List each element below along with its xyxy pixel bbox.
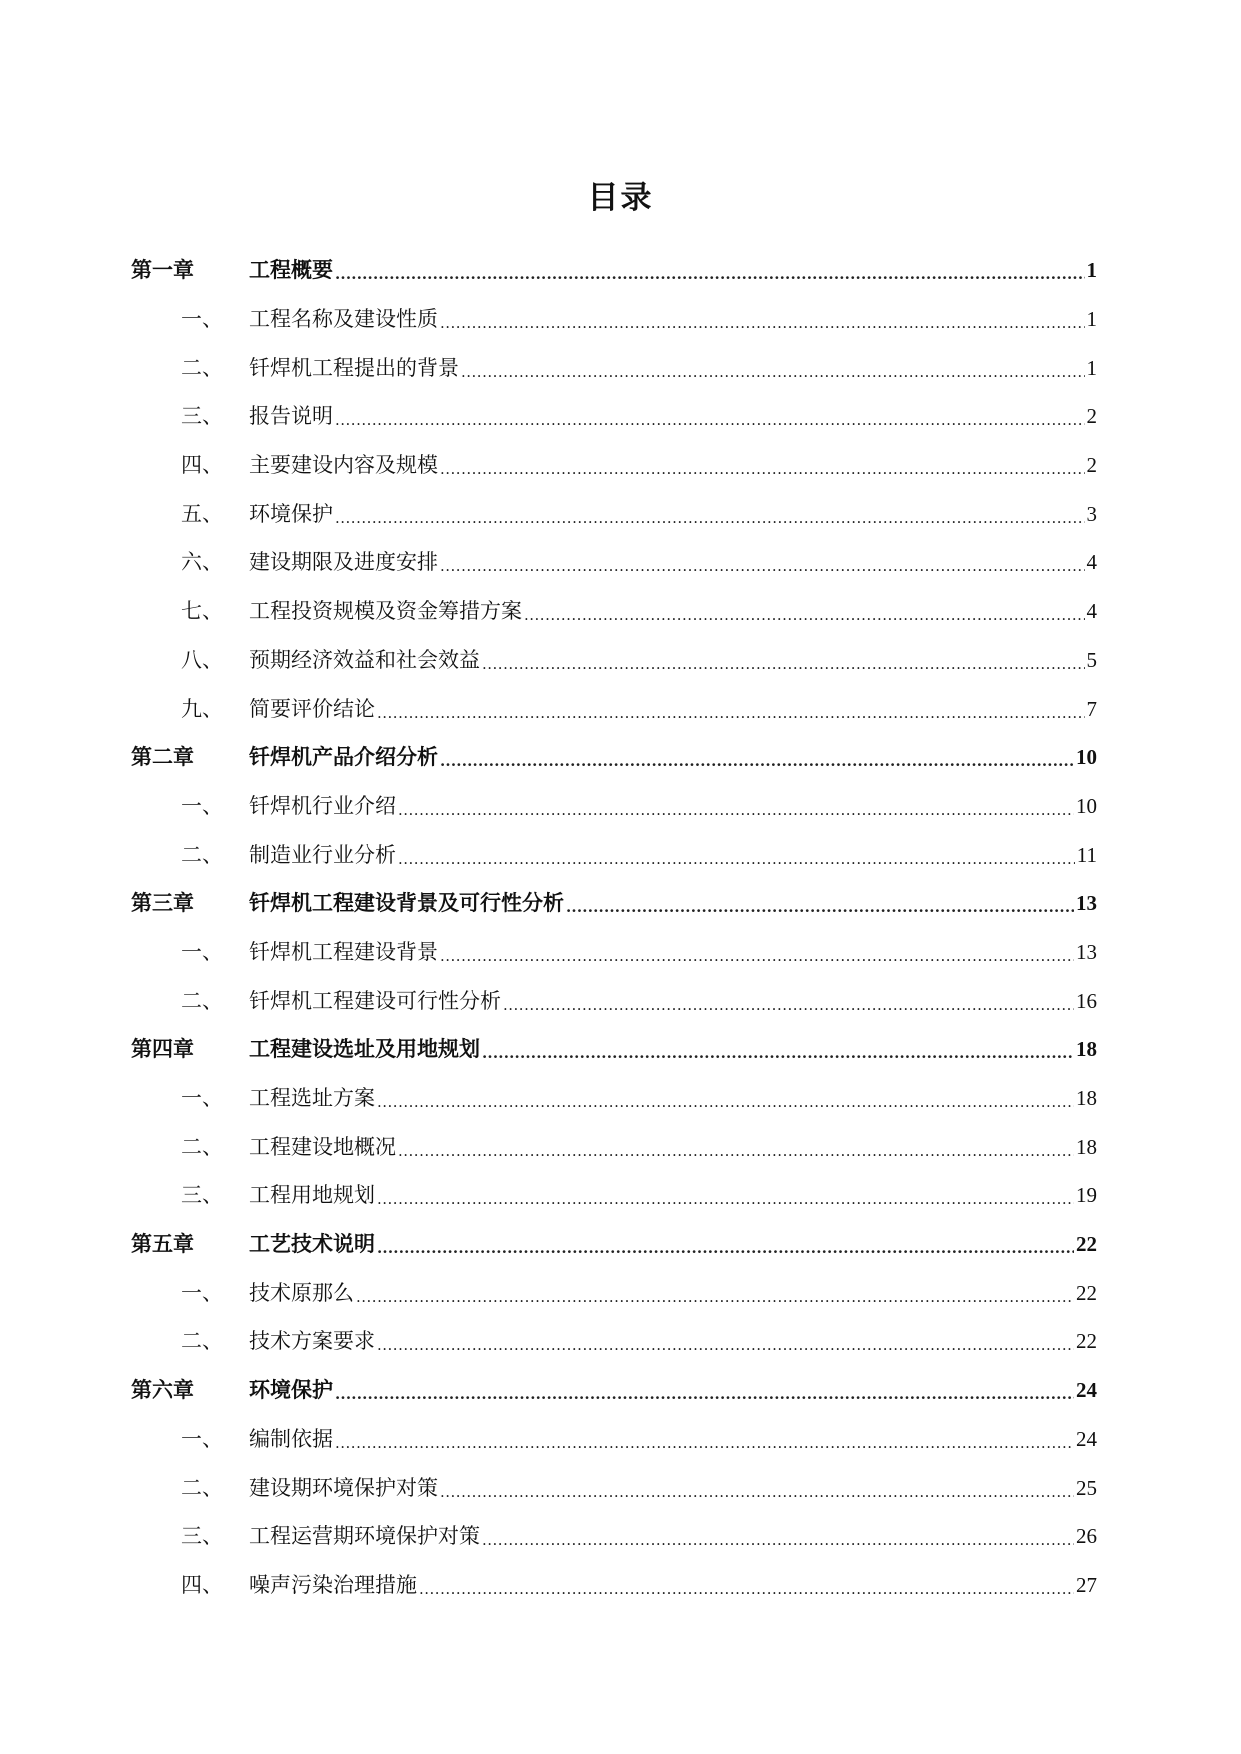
toc-entry-number: 二、 [181, 355, 223, 380]
toc-entry-number: 第五章 [131, 1231, 194, 1257]
toc-entry-number: 九、 [181, 696, 223, 721]
dot-leader [398, 791, 1074, 821]
toc-chapter-entry[interactable] [131, 1025, 1097, 1074]
toc-entry-title: 环境保护 [249, 501, 333, 526]
toc-chapter-entry[interactable] [131, 1366, 1097, 1415]
toc-entry-number: 三、 [181, 1183, 223, 1208]
dot-leader [566, 888, 1074, 918]
toc-page-number: 3 [1086, 501, 1097, 526]
toc-entry-title: 钎焊机工程建设背景及可行性分析 [249, 890, 564, 916]
toc-entry-title: 工程建设地概况 [249, 1134, 396, 1159]
toc-entry-number: 四、 [181, 453, 223, 478]
toc-page-number: 26 [1076, 1524, 1097, 1549]
dot-leader [335, 401, 1085, 431]
toc-page-number: 24 [1076, 1426, 1097, 1451]
dot-leader [524, 596, 1085, 626]
toc-page-number: 25 [1076, 1475, 1097, 1500]
toc-page-number: 1 [1086, 258, 1097, 283]
toc-entry-number: 一、 [181, 939, 223, 964]
toc-page-number: 22 [1076, 1232, 1097, 1257]
toc-entry-title: 环境保护 [249, 1377, 333, 1403]
toc-page-number: 27 [1076, 1572, 1097, 1597]
toc-entry-number: 第二章 [131, 744, 194, 770]
dot-leader [398, 840, 1075, 870]
toc-entry-number: 六、 [181, 550, 223, 575]
toc-section-entry[interactable] [131, 1171, 1097, 1220]
toc-page-number: 19 [1076, 1183, 1097, 1208]
toc-entry-number: 二、 [181, 1329, 223, 1354]
dot-leader [482, 645, 1085, 675]
toc-entry-title: 工程用地规划 [249, 1183, 375, 1208]
toc-page-number: 22 [1076, 1280, 1097, 1305]
toc-entry-number: 四、 [181, 1572, 223, 1597]
toc-chapter-entry[interactable] [131, 1220, 1097, 1269]
toc-page-number: 2 [1086, 453, 1097, 478]
toc-chapter-entry[interactable] [131, 879, 1097, 928]
toc-entry-title: 钎焊机产品介绍分析 [249, 744, 438, 770]
dot-leader [440, 1473, 1074, 1503]
toc-page-number: 13 [1076, 891, 1097, 916]
toc-page-number: 18 [1076, 1037, 1097, 1062]
toc-entry-title: 预期经济效益和社会效益 [249, 647, 480, 672]
toc-section-entry[interactable] [131, 684, 1097, 733]
dot-leader [440, 547, 1085, 577]
toc-entry-number: 第四章 [131, 1036, 194, 1062]
dot-leader [377, 694, 1085, 724]
toc-entry-title: 工程建设选址及用地规划 [249, 1036, 480, 1062]
toc-section-entry[interactable] [131, 587, 1097, 636]
toc-section-entry[interactable] [131, 1415, 1097, 1464]
toc-entry-title: 技术方案要求 [249, 1329, 375, 1354]
dot-leader [440, 742, 1074, 772]
toc-section-entry[interactable] [131, 1317, 1097, 1366]
toc-section-entry[interactable] [131, 538, 1097, 587]
toc-entry-number: 一、 [181, 307, 223, 332]
toc-entry-title: 建设期环境保护对策 [249, 1475, 438, 1500]
toc-section-entry[interactable] [131, 928, 1097, 977]
dot-leader [356, 1278, 1074, 1308]
toc-page-number: 7 [1086, 696, 1097, 721]
toc-page-number: 10 [1076, 745, 1097, 770]
toc-entry-title: 建设期限及进度安排 [249, 550, 438, 575]
toc-entry-title: 编制依据 [249, 1426, 333, 1451]
dot-leader [335, 499, 1085, 529]
toc-entry-number: 第六章 [131, 1377, 194, 1403]
toc-entry-title: 钎焊机工程提出的背景 [249, 355, 459, 380]
toc-page-number: 4 [1086, 599, 1097, 624]
toc-entry-title: 制造业行业分析 [249, 842, 396, 867]
toc-page-number: 11 [1076, 842, 1097, 867]
toc-entry-number: 二、 [181, 1475, 223, 1500]
toc-section-entry[interactable] [131, 392, 1097, 441]
toc-section-entry[interactable] [131, 976, 1097, 1025]
toc-section-entry[interactable] [131, 782, 1097, 831]
toc-section-entry[interactable] [131, 1074, 1097, 1123]
dot-leader [440, 304, 1085, 334]
toc-page-number: 1 [1086, 307, 1097, 332]
toc-entry-number: 一、 [181, 1086, 223, 1111]
toc-chapter-entry[interactable] [131, 246, 1097, 295]
toc-entry-number: 一、 [181, 1280, 223, 1305]
table-of-contents [131, 246, 1097, 1609]
toc-page-number: 16 [1076, 988, 1097, 1013]
toc-page-number: 5 [1086, 647, 1097, 672]
dot-leader [482, 1521, 1074, 1551]
dot-leader [503, 986, 1074, 1016]
dot-leader [335, 255, 1085, 285]
toc-entry-number: 七、 [181, 599, 223, 624]
toc-entry-number: 二、 [181, 1134, 223, 1159]
dot-leader [461, 353, 1085, 383]
toc-entry-number: 三、 [181, 1524, 223, 1549]
toc-section-entry[interactable] [131, 1512, 1097, 1561]
toc-entry-number: 五、 [181, 501, 223, 526]
toc-entry-number: 第三章 [131, 890, 194, 916]
toc-entry-title: 工程名称及建设性质 [249, 307, 438, 332]
toc-entry-title: 钎焊机行业介绍 [249, 793, 396, 818]
toc-page-number: 18 [1076, 1134, 1097, 1159]
dot-leader [335, 1375, 1074, 1405]
toc-entry-title: 工艺技术说明 [249, 1231, 375, 1257]
dot-leader [440, 450, 1085, 480]
toc-entry-number: 二、 [181, 988, 223, 1013]
toc-page-number: 4 [1086, 550, 1097, 575]
dot-leader [335, 1424, 1074, 1454]
toc-section-entry[interactable] [131, 1463, 1097, 1512]
toc-entry-number: 一、 [181, 1426, 223, 1451]
toc-page-number: 18 [1076, 1086, 1097, 1111]
toc-section-entry[interactable] [131, 489, 1097, 538]
toc-entry-title: 工程投资规模及资金筹措方案 [249, 599, 522, 624]
dot-leader [440, 937, 1074, 967]
dot-leader [482, 1034, 1074, 1064]
toc-entry-number: 三、 [181, 404, 223, 429]
toc-entry-title: 报告说明 [249, 404, 333, 429]
toc-section-entry[interactable] [131, 441, 1097, 490]
toc-title: 目录 [587, 180, 654, 216]
toc-entry-title: 钎焊机工程建设可行性分析 [249, 988, 501, 1013]
toc-section-entry[interactable] [131, 1122, 1097, 1171]
toc-page-number: 24 [1076, 1378, 1097, 1403]
toc-entry-title: 工程运营期环境保护对策 [249, 1524, 480, 1549]
toc-entry-title: 工程选址方案 [249, 1086, 375, 1111]
toc-section-entry[interactable] [131, 295, 1097, 344]
toc-entry-number: 一、 [181, 793, 223, 818]
toc-entry-title: 钎焊机工程建设背景 [249, 939, 438, 964]
dot-leader [419, 1570, 1074, 1600]
toc-section-entry[interactable] [131, 830, 1097, 879]
dot-leader [398, 1132, 1074, 1162]
toc-section-entry[interactable] [131, 1268, 1097, 1317]
toc-entry-number: 八、 [181, 647, 223, 672]
toc-entry-title: 技术原那么 [249, 1280, 354, 1305]
toc-entry-title: 工程概要 [249, 257, 333, 283]
toc-page-number: 13 [1076, 939, 1097, 964]
dot-leader [377, 1180, 1074, 1210]
dot-leader [377, 1083, 1074, 1113]
toc-entry-title: 简要评价结论 [249, 696, 375, 721]
toc-page-number: 22 [1076, 1329, 1097, 1354]
toc-page-number: 2 [1086, 404, 1097, 429]
toc-section-entry[interactable] [131, 1561, 1097, 1610]
toc-section-entry[interactable] [131, 636, 1097, 685]
toc-entry-number: 第一章 [131, 257, 194, 283]
toc-entry-title: 噪声污染治理措施 [249, 1572, 417, 1597]
dot-leader [377, 1229, 1074, 1259]
toc-page-number: 10 [1076, 793, 1097, 818]
toc-entry-number: 二、 [181, 842, 223, 867]
toc-section-entry[interactable] [131, 343, 1097, 392]
dot-leader [377, 1326, 1074, 1356]
toc-chapter-entry[interactable] [131, 733, 1097, 782]
toc-entry-title: 主要建设内容及规模 [249, 453, 438, 478]
toc-page-number: 1 [1086, 355, 1097, 380]
